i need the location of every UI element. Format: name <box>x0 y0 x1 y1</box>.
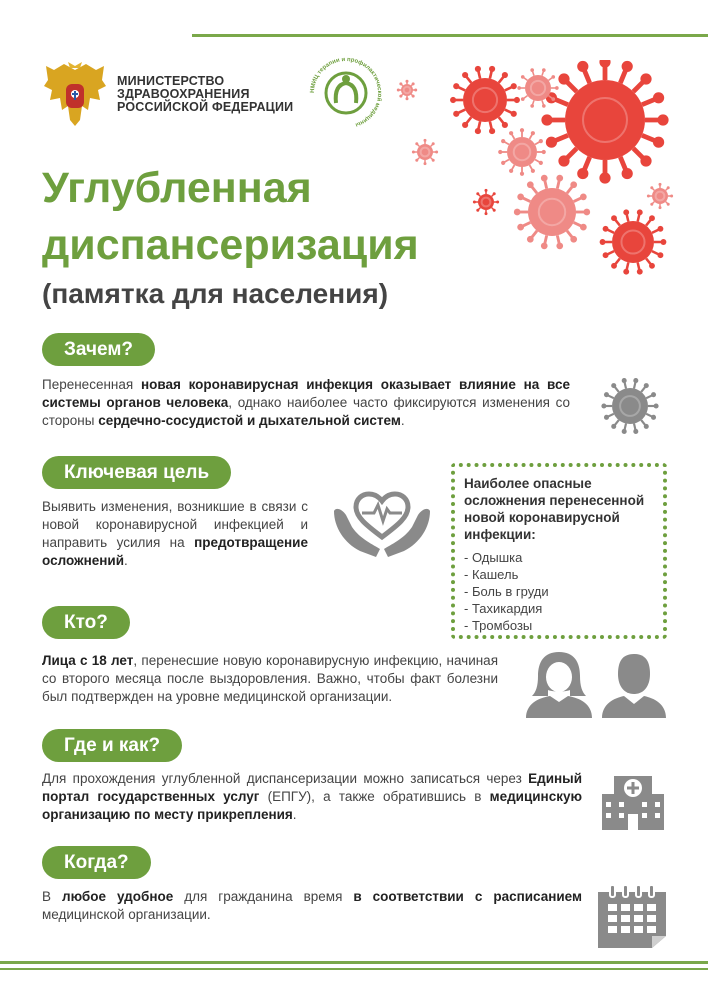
when-text-2: для гражданина время <box>173 889 354 904</box>
title-line-2: диспансеризация <box>42 221 419 269</box>
section-heading-when: Когда? <box>42 846 151 879</box>
when-text-1: В <box>42 889 62 904</box>
page-title <box>42 160 419 274</box>
goal-text-1: Выявить изменения, возникшие в связи с новой коронавирусной инфекцией и направить усилия на <box>42 499 308 550</box>
top-rule <box>192 34 708 37</box>
complications-title-2: осложнения перенесенной <box>464 493 645 508</box>
section-heading-goal: Ключевая цель <box>42 456 231 489</box>
complications-box <box>451 463 667 639</box>
where-bold-1: Единый портал государственных услуг <box>42 771 582 804</box>
center-logo-icon <box>306 53 386 133</box>
where-text-3: . <box>292 807 297 822</box>
coat-of-arms-icon <box>42 60 108 130</box>
where-text-1: Для прохождения углубленной диспансеризации можно записаться через <box>42 771 529 786</box>
where-paragraph <box>42 770 582 824</box>
list-item: - Тромбозы <box>464 617 663 634</box>
bottom-rule-thin <box>0 968 708 970</box>
list-item: - Одышка <box>464 549 663 566</box>
ministry-line-3: РОССИЙСКОЙ ФЕДЕРАЦИИ <box>117 100 294 114</box>
calendar-icon <box>596 884 668 950</box>
where-bold-2: медицинскую организацию по месту прикрепления <box>42 789 582 822</box>
section-heading-where: Где и как? <box>42 729 182 762</box>
goal-paragraph <box>42 498 308 570</box>
ministry-line-1: МИНИСТЕРСТВО <box>117 74 225 88</box>
woman-icon <box>524 650 594 718</box>
list-item: - Кашель <box>464 566 663 583</box>
list-item: - Тахикардия <box>464 600 663 617</box>
why-text-3: . <box>400 413 405 428</box>
why-text-1: Перенесенная <box>42 377 141 392</box>
why-bold-1: новая коронавирусная инфекция оказывает влияние на все системы органов человека <box>42 377 570 410</box>
where-text-2: (ЕПГУ), а также обратившись в <box>259 789 490 804</box>
goal-bold-1: предотвращение осложнений <box>42 535 308 568</box>
who-text-1: , перенесшие новую коронавирусную инфекцию, начиная со второго месяца после выздоровления. Важно, чтобы факт болезни был подтвержден на уровне медицинской организации. <box>42 653 499 704</box>
heart-hands-icon <box>330 487 434 563</box>
ministry-line-2: ЗДРАВООХРАНЕНИЯ <box>117 87 250 101</box>
man-icon <box>600 650 668 718</box>
when-paragraph <box>42 888 582 924</box>
goal-text-2: . <box>124 553 128 568</box>
ministry-name <box>117 75 293 114</box>
complications-title-4: инфекции: <box>464 527 536 542</box>
complications-title-1: Наиболее опасные <box>464 476 592 491</box>
when-bold-2: в соответствии с расписанием <box>353 889 582 904</box>
page-subtitle: (памятка для населения) <box>42 278 389 309</box>
who-paragraph <box>42 652 498 706</box>
section-heading-who: Кто? <box>42 606 130 639</box>
bottom-rule <box>0 961 708 964</box>
complications-title-3: новой коронавирусной <box>464 510 620 525</box>
list-item: - Боль в груди <box>464 583 663 600</box>
why-paragraph <box>42 376 570 430</box>
complications-list <box>464 549 663 634</box>
who-bold-1: Лица с 18 лет <box>42 653 134 668</box>
when-bold-1: любое удобное <box>62 889 174 904</box>
virus-cluster-illustration <box>390 60 700 290</box>
why-text-2: , однако наиболее часто фиксируются изменения со стороны <box>42 395 570 428</box>
when-text-3: медицинской организации. <box>42 907 211 922</box>
virus-icon <box>594 370 666 442</box>
title-line-1: Углубленная <box>42 164 312 212</box>
section-heading-why: Зачем? <box>42 333 155 366</box>
hospital-icon <box>600 770 666 832</box>
complications-title <box>464 475 663 543</box>
center-logo-text: НМИЦ терапии и профилактической медицины <box>309 56 383 128</box>
why-bold-2: сердечно-сосудистой и дыхательной систем <box>98 413 401 428</box>
